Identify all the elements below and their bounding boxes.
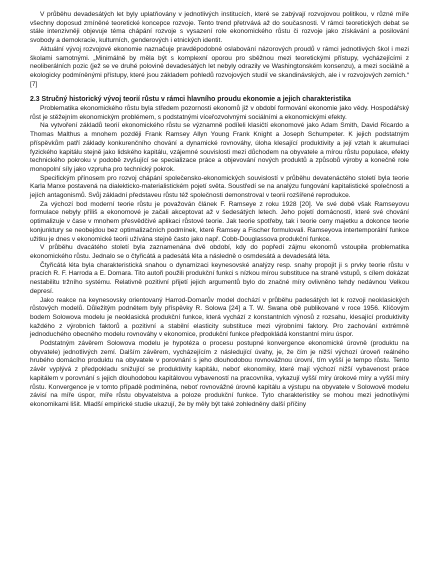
body-paragraph: Za výchozí bod moderní teorie růstu je považován článek F. Ramseye z roku 1928 [20]. Ve své době však Ramseyovu formulace nebyly příliš a ekonomové je začali akceptovat až v šedesátých letech. Jeho pojetí domácností, které své chování optimalizuje v čase v mnohem přesvědčivé aplikaci růstové teorie. Jak teorie spotřeby, tak i teorie ceny majetku a dokonce teorie konjunktury se neobejdou bez optimalizačních podmínek, které Ramsey a Fischer formulovali. Ramseyova intertemporální funkce užitku je dnes v ekonomické teorii užívána stejně často jako např. Cobb-Douglassova produkční funkce.	[30, 200, 409, 243]
section-heading: 2.3 Stručný historický vývoj teorií růstu v rámci hlavního proudu ekonomie a jejich charakteristika	[30, 96, 351, 104]
body-paragraph: V průběhu dvacátého století byla zaznamenána dvě období, kdy do popředí zájmu ekonomů vstoupila problematika ekonomického růstu. Jednalo se o čtyřicátá a padesátá léta a následně o osmdesátá a devadesátá léta.	[30, 244, 409, 260]
body-paragraph: Specifickým přínosem pro rozvoj chápání společensko-ekonomických souvislostí v průběhu devatenáctého století byla teorie Karla Marxe postavená na dialekticko-materialistickém pojetí světa. Soustředí se na analýzu fungování kapitalistické společnosti a jejích antagonismů. Svůj základní představeu růstu též společnosti demonstroval v teorii rozšířené reprodukce.	[30, 174, 409, 200]
body-paragraph: Jako reakce na keynesovsky orientovaný Harrod-Domarův model dochází v průběhu padesátých let k rozvoji neoklasických růstových modelů. Důležitým podnětem byly příspěvky R. Solowa [24] a T. W. Swana obě publikované v roce 1956. Klíčovým bodem Solowova modelu je neoklasická produkční funkce, která vychází z konstantních výnosů z rozsahu, klesající produktivity každého z výrobních faktorů a pozitivní a stabilní elasticity substituce mezi výrobními faktory. Pro zachování extrémně jednoduchého obecného modelu rovnováhy v ekonomice, produkční funkce předpokládá konstantní míru úspor.	[30, 296, 409, 339]
body-paragraph: Problematika ekonomického růstu byla středem pozornosti ekonomů již v období formování ekonomie jako vědy. Hospodářský růst je stěžejním ekonomickým problémem, s podstatnými víceřozvolvnými sociálními a ekonomickými efekty.	[30, 105, 409, 121]
body-paragraph: Aktuální vývoj rozvojové ekonomie naznačuje pravděpodobné oslabování názorových proudů v rámci jednotlivých škol i mezi školami samotnými. „Minimálně by měla být s komplexní oporou pro sběžnou mezi teoretickými přístupy, vycházejícími z neoliberálních pozic (jež se ve druhé polovině devadesátých let nebyly odrazily ve Washingtonském konsenzu), a mezi sociálně a ekologicky podmíněnými přístupy, které jsou základem pohledů rozvojových studií ve skandinávských, ale i v rozvojových zemích.“ [7]	[30, 45, 409, 88]
body-paragraph: Na vytvoření základů teorií ekonomického růstu se významně podíleli klasičtí ekonomové jako Adam Smith, David Ricardo a Thomas Malthus a mnohem později Frank Ramsey Allyn Young Frank Knight a Joseph Schumpeter. K jejich podstatným příspěvkům patří základy konkurenčního chování a dynamické rovnováhy, úloha klesající produktivity a její vztah k akumulaci fyzického kapitálu stejně jako lidského kapitálu, vzájemné souvislosti mezi důchodem na obyvatele a mírou růstu populace, efekty technického pokroku v podobě zvyšující se specializace práce a objevování nových produktů a způsobů výroby a konečně role monopolní síly jako vzpruha pro technický pokrok.	[30, 122, 409, 173]
body-paragraph: V průběhu devadesátých let byly uplatňovány v jednotlivých institucích, které se zabývají rozvojovou politikou, v různé míře všechny doposud zmíněné teoretické koncepce rozvoje. Tento trend přetrvává až do současnosti. V rámci teoretických debat se stále intenzivněji objevuje téma chápání rozvoje s vysazení role ekonomického růstu či rozvoje jako získávání a posilování svobody a demokracie, kulturních, genderových i etnických identit.	[30, 11, 409, 45]
body-paragraph: Čtyřicátá léta byla charakteristická snahou o dynamizaci keynesovské analýzy resp. snahy propojit ji s prvky teorie růstu v pracích R. F. Harroda a E. Domara. Tito autoři použili produkční funkci s nízkou mírou substituce na straně vstupů, s cílem dokázat nestabilitu tržního systému. Relativně pozitivní přijetí jejich argumentů bylo do značné míry ovlivněno tehdy nedávnou Velkou depresí.	[30, 261, 409, 295]
body-paragraph: Podstatným závěrem Solowova modelu je hypotéza o procesu postupné konvergence ekonomické úrovně (produktu na obyvatele) jednotlivých zemí. Dalším závěrem, vycházejícím z následující úvahy, je, že čím je nižší výchozí úroveň reálného hrubého domácího produktu na obyvatele v porovnání s jeho dlouhodobou rovnovážnou úrovní, tím vyšší je tempo růstu. Tento závěr vyplývá z předpokladu snižující se produktivity kapitálu, neboť ekonomiky, které mají výchozí nižší vybavenost práce kapitálem v porovnání s jejich dlouhodobou kapitálovou vybaveností na pracovníka, vykazují vyšší míry úrokové míry a vyšší míry růstu. Konvergence je v tomto případě podmíněna, neboť rovnovážné úrovně kapitálu a výstupu na obyvatele v Solowově modelu závisí na míře úspor, míře růstu obyvatelstva a poloze produkční funkce. Tyto charakteristiky se mohou mezi jednotlivými ekonomikami lišit. Mladší empirické studie ukazují, že by měly být také zohledněny další příčiny	[30, 340, 409, 408]
